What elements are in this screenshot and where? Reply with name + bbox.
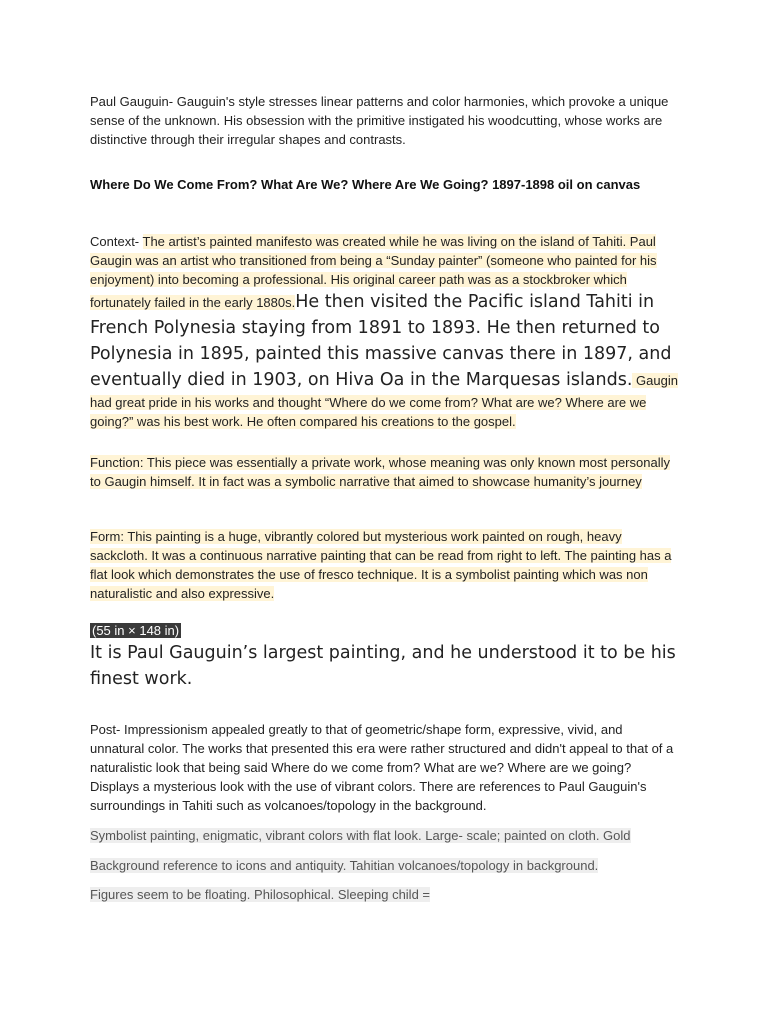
note-line-2 [90,856,680,875]
form-paragraph [90,527,680,603]
post-impressionism-paragraph: Post- Impressionism appealed greatly to that of geometric/shape form, expressive, vivid, and unnatural color. The works that presented this era were rather structured and didn't appeal to that of a naturalistic look that being said Where do we come from? What are we? Where are we going? Displays a mysterious look with the use of vibrant colors. There are references to Paul Gauguin's surroundings in Tahiti such as volcanoes/topology in the background. [90,722,674,813]
context-large-text: He then visited the Pacific island Tahiti in French Polynesia staying from 1891 to 1893. He then returned to Polynesia in 1895, painted this massive canvas there in 1897, and eventually died in 1903, on Hiva Oa in the Marquesas islands. [90,292,672,390]
context-tail: Gaugin had great pride in his works and thought “Where do we come from? What are we? Where are we going?” was his best work. He often compared his creations to the gospel. [90,373,678,429]
form-text: Form: This painting is a huge, vibrantly colored but mysterious work painted on rough, heavy sackcloth. It was a continuous narrative painting that can be read from right to left. The painting has a flat look which demonstrates the use of fresco technique. It is a symbolist painting which was non naturalistic and also expressive. [90,529,672,601]
artwork-heading: Where Do We Come From? What Are We? Where Are We Going? 1897-1898 oil on canvas [90,177,641,192]
dimensions-text: (55 in × 148 in) [92,623,180,638]
note-line-1 [90,826,680,845]
context-highlight: The artist’s painted manifesto was created while he was living on the island of Tahiti. Paul Gaugin was an artist who transitioned from being a “Sunday painter” (someone who painted for his enjoyment) into becoming a professional. His original career path was as a stockbroker which fortunately failed in the early 1880s. [90,234,657,310]
function-paragraph [90,453,680,491]
note-text-3: Figures seem to be floating. Philosophical. Sleeping child = [90,887,431,902]
note-text-1: Symbolist painting, enigmatic, vibrant colors with flat look. Large- scale; painted on cloth. Gold [90,828,631,843]
context-paragraph [90,232,682,431]
dimensions-line [90,621,680,640]
note-text-2: Background reference to icons and antiquity. Tahitian volcanoes/topology in background. [90,858,599,873]
intro-paragraph: Paul Gauguin- Gauguin's style stresses linear patterns and color harmonies, which provoke a unique sense of the unknown. His obsession with the primitive instigated his woodcutting, whose works are distinctive through their irregular shapes and contrasts. [90,94,669,147]
context-label: Context- [90,234,143,249]
function-text: Function: This piece was essentially a private work, whose meaning was only known most personally to Gaugin himself. It in fact was a symbolic narrative that aimed to showcase humanity’s journey [90,455,670,489]
largest-painting-text: It is Paul Gauguin’s largest painting, and he understood it to be his finest work. [90,643,676,689]
note-line-3 [90,885,680,904]
